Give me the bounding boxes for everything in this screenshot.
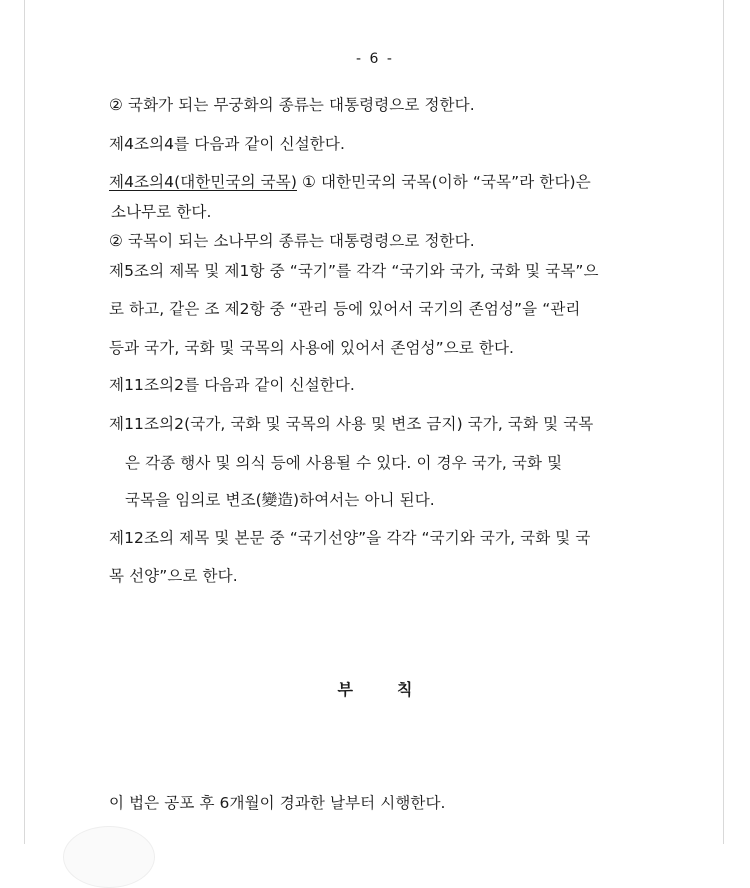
article-5-amendment-line-3: 등과 국가, 국화 및 국목의 사용에 있어서 존엄성”으로 한다. bbox=[109, 339, 515, 357]
article-5-amendment-line-1: 제5조의 제목 및 제1항 중 “국기”를 각각 “국기와 국가, 국화 및 국목”으 bbox=[109, 262, 599, 280]
article-5-amendment-line-2: 로 하고, 같은 조 제2항 중 “관리 등에 있어서 국기의 존엄성”을 “관리 bbox=[109, 300, 581, 318]
article-4-4-title: 제4조의4(대한민국의 국목) bbox=[109, 173, 297, 191]
amendment-instruction-4-4: 제4조의4를 다음과 같이 신설한다. bbox=[109, 135, 345, 153]
article-12-amendment-line-2: 목 선양”으로 한다. bbox=[109, 567, 238, 585]
document-page bbox=[24, 0, 724, 844]
supplementary-provisions-heading: 부칙 bbox=[337, 680, 457, 699]
article-11-2-line-1: 제11조의2(국가, 국화 및 국목의 사용 및 변조 금지) 국가, 국화 및 국목 bbox=[109, 415, 594, 433]
page-number: - 6 - bbox=[356, 51, 394, 67]
article-12-amendment-line-1: 제12조의 제목 및 본문 중 “국기선양”을 각각 “국기와 국가, 국화 및 국 bbox=[109, 529, 591, 547]
effective-date-clause: 이 법은 공포 후 6개월이 경과한 날부터 시행한다. bbox=[109, 794, 446, 812]
article-11-2-line-3: 국목을 임의로 변조(變造)하여서는 아니 된다. bbox=[125, 491, 435, 509]
article-4-4-paragraph-2: ② 국목이 되는 소나무의 종류는 대통령령으로 정한다. bbox=[109, 232, 475, 250]
article-4-3-paragraph-2: ② 국화가 되는 무궁화의 종류는 대통령령으로 정한다. bbox=[109, 96, 475, 114]
article-4-4-text: ① 대한민국의 국목(이하 “국목”라 한다)은 bbox=[296, 173, 591, 191]
amendment-instruction-11-2: 제11조의2를 다음과 같이 신설한다. bbox=[109, 376, 355, 394]
article-4-4-paragraph-1 bbox=[109, 170, 591, 192]
article-11-2-line-2: 은 각종 행사 및 의식 등에 사용될 수 있다. 이 경우 국가, 국화 및 bbox=[125, 454, 563, 472]
article-4-4-paragraph-1-cont: 소나무로 한다. bbox=[111, 203, 212, 221]
corner-shadow bbox=[63, 826, 155, 888]
